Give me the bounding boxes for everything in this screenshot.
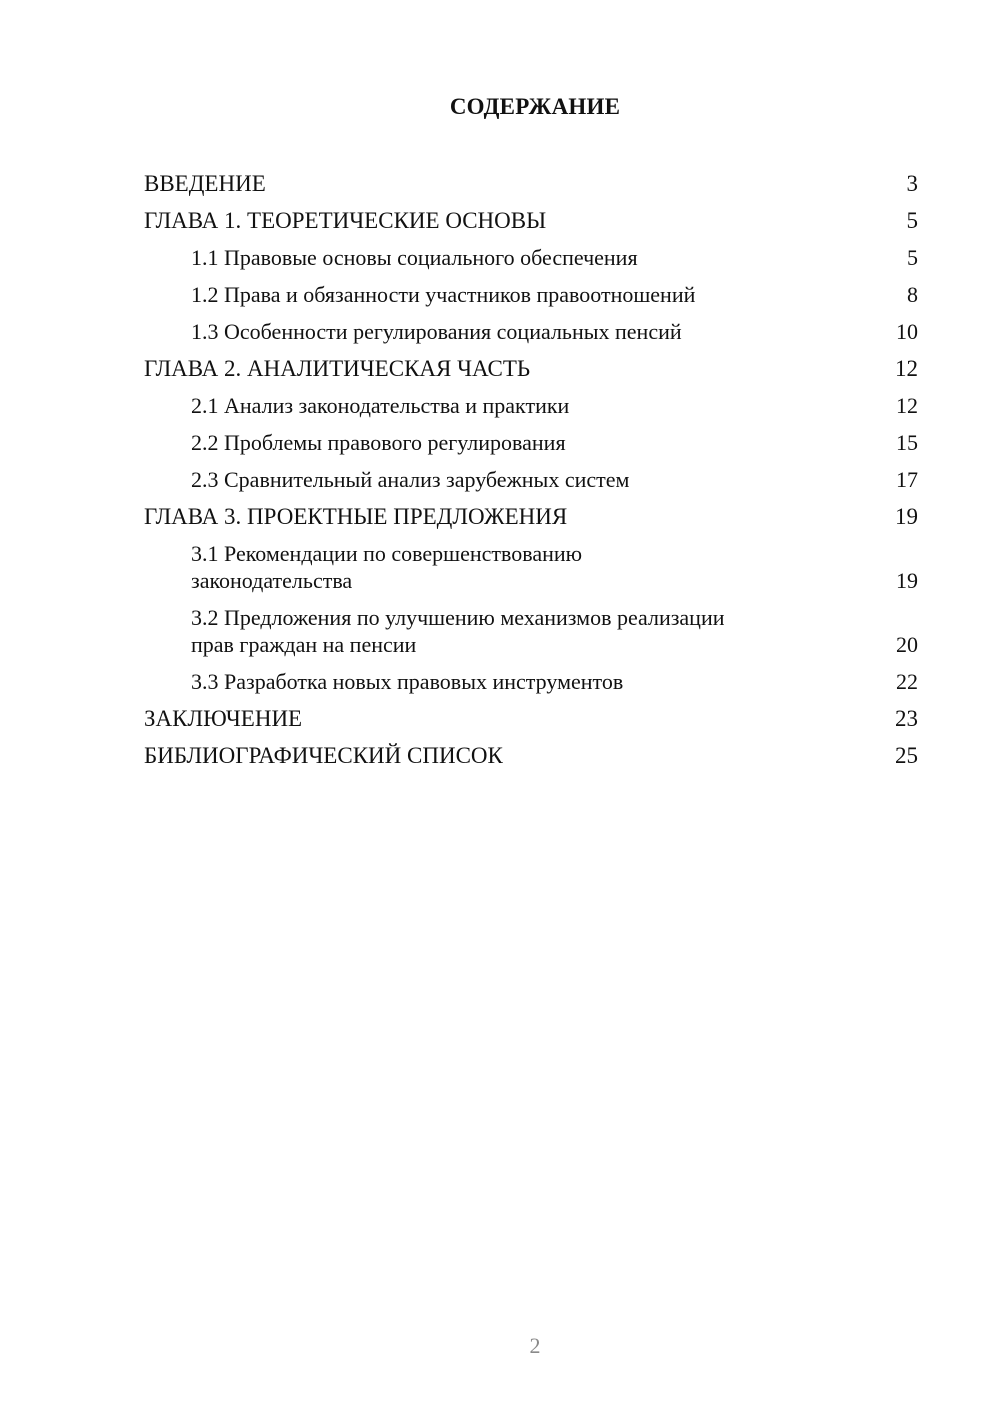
toc-entry-chapter-3 — [144, 503, 918, 530]
toc-entry-page: 12 — [895, 356, 918, 381]
page-title: СОДЕРЖАНИЕ — [449, 94, 621, 119]
toc-entry-page: 19 — [896, 568, 918, 593]
page-number: 2 — [529, 1333, 541, 1358]
toc-entry-page: 3 — [906, 171, 918, 196]
toc-entry-bibliography — [144, 742, 918, 769]
toc-entry-label: ЗАКЛЮЧЕНИЕ — [144, 706, 303, 731]
table-of-contents — [144, 170, 918, 779]
toc-entry-label: 1.1 Правовые основы социального обеспечения — [191, 245, 638, 270]
toc-entry-label: 1.3 Особенности регулирования социальных пенсий — [191, 319, 682, 344]
toc-entry-section-3-2 — [144, 604, 918, 658]
toc-entry-section-2-1 — [144, 392, 918, 419]
toc-entry-chapter-2 — [144, 355, 918, 382]
toc-entry-section-3-3 — [144, 668, 918, 695]
toc-entry-label: БИБЛИОГРАФИЧЕСКИЙ СПИСОК — [144, 743, 503, 768]
toc-entry-label: ГЛАВА 3. ПРОЕКТНЫЕ ПРЕДЛОЖЕНИЯ — [144, 504, 568, 529]
toc-entry-label: 2.3 Сравнительный анализ зарубежных систем — [191, 467, 630, 492]
toc-entry-label: 3.3 Разработка новых правовых инструментов — [191, 669, 624, 694]
toc-entry-label: ГЛАВА 2. АНАЛИТИЧЕСКАЯ ЧАСТЬ — [144, 356, 531, 381]
toc-entry-label: ГЛАВА 1. ТЕОРЕТИЧЕСКИЕ ОСНОВЫ — [144, 208, 547, 233]
toc-entry-label: 2.2 Проблемы правового регулирования — [191, 430, 566, 455]
toc-entry-label: ВВЕДЕНИЕ — [144, 171, 266, 196]
toc-entry-page: 12 — [896, 393, 918, 418]
toc-entry-page: 17 — [896, 467, 918, 492]
toc-entry-page: 8 — [907, 282, 918, 307]
toc-entry-page: 20 — [896, 632, 918, 657]
toc-entry-page: 5 — [907, 245, 918, 270]
toc-entry-section-1-3 — [144, 318, 918, 345]
toc-entry-chapter-1 — [144, 207, 918, 234]
toc-entry-introduction — [144, 170, 918, 197]
toc-entry-section-3-1 — [144, 540, 918, 594]
toc-entry-label: 3.1 Рекомендации по совершенствованию законодательства — [191, 541, 583, 593]
toc-entry-page: 25 — [895, 743, 918, 768]
toc-entry-section-1-1 — [144, 244, 918, 271]
toc-entry-section-2-3 — [144, 466, 918, 493]
toc-entry-page: 23 — [895, 706, 918, 731]
toc-entry-conclusion — [144, 705, 918, 732]
toc-entry-label: 2.1 Анализ законодательства и практики — [191, 393, 570, 418]
toc-entry-page: 19 — [895, 504, 918, 529]
toc-entry-page: 15 — [896, 430, 918, 455]
toc-entry-page: 5 — [906, 208, 918, 233]
toc-entry-page: 10 — [896, 319, 918, 344]
toc-entry-page: 22 — [896, 669, 918, 694]
toc-entry-label: 1.2 Права и обязанности участников правоотношений — [191, 282, 696, 307]
toc-entry-label: 3.2 Предложения по улучшению механизмов реализации прав граждан на пенсии — [191, 605, 725, 657]
toc-entry-section-2-2 — [144, 429, 918, 456]
toc-entry-section-1-2 — [144, 281, 918, 308]
